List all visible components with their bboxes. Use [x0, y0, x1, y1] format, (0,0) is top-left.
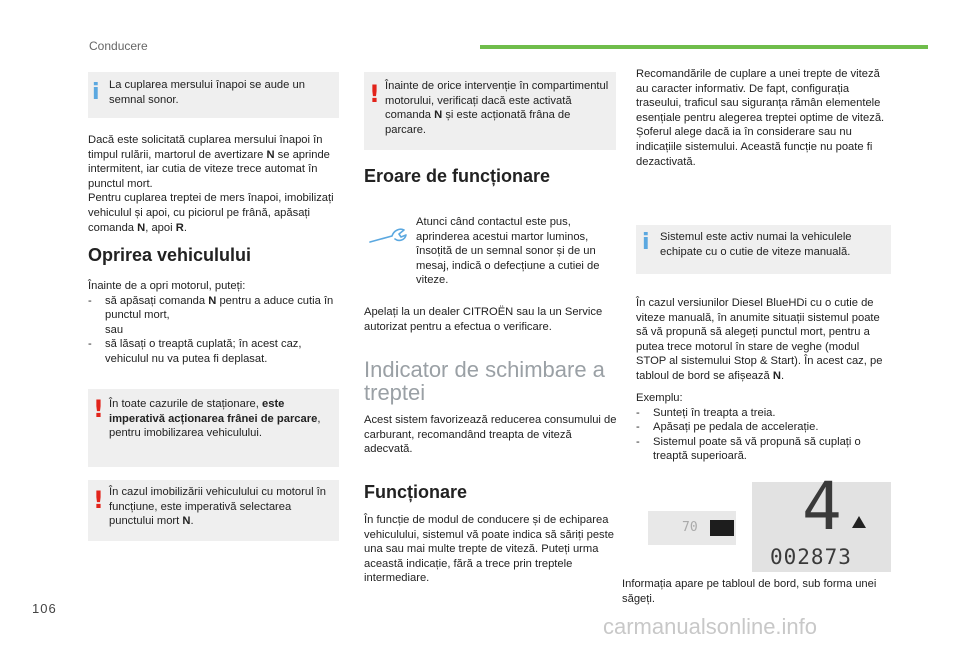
example-list: Exemplu: - Sunteți în treapta a treia. - Apăsați pe pedala de accelerație. - Sistemul poate să vă propună să cuplați o treaptă superioară. — [636, 392, 861, 463]
warning-box-engine: ! Înainte de orice intervenție în compartimentul motorului, verificați dacă este activată comanda N și este acționată frâna de parcare. — [364, 72, 616, 150]
section-title: Conducere — [89, 39, 148, 53]
info-box-manual: i Sistemul este activ numai la vehiculele echipate cu o cutie de viteze manuală. — [636, 225, 891, 274]
info-box-reverse — [88, 72, 339, 118]
heading-malfunction: Eroare de funcționare — [364, 166, 551, 186]
info-icon: i — [92, 80, 100, 105]
recommendation-text: Recomandările de cuplare a unei trepte de viteză au caracter informativ. De fapt, configurația traseului, traficul sau siguranța rămân elementele esențiale pentru alegerea treptei optime de viteză. Șoferul alege dacă ia în considerare sau nu indicațiile sistemului. Această funcție nu poate fi dezactivată. — [636, 68, 885, 168]
gear-number: 4 — [802, 468, 842, 545]
heading-operation: Funcționare — [364, 482, 468, 502]
dashboard-display — [752, 468, 891, 572]
caption-text: Informația apare pe tabloul de bord, sub forma unei săgeți. — [622, 578, 877, 605]
info-text: La cuplarea mersului înapoi se aude un semnal sonor. — [109, 79, 305, 106]
stopping-list: Înainte de a opri motorul, puteți: - să apăsați comanda N pentru a aduce cutia în punctul mort, sau - să lăsați o treaptă cuplată; în acest caz, vehiculul nu va putea fi deplasat. — [88, 280, 334, 365]
heading-stopping: Oprirea vehiculului — [88, 245, 252, 265]
dealer-text: Apelați la un dealer CITROËN sau la un Service autorizat pentru a efectua o verificare. — [364, 306, 603, 333]
display-bar — [710, 520, 734, 536]
heading-gear-indicator: Indicator de schimbare a treptei — [364, 357, 605, 405]
warning-icon: ! — [369, 80, 380, 108]
wrench-icon — [368, 226, 408, 246]
operation-text: În funcție de modul de conducere și de echiparea vehiculului, sistemul vă poate indica să săriți peste una sau mai multe trepte de viteză. Puteți urma această indicație, fără a trece prin treptele intermediare. — [364, 514, 614, 585]
malfunction-text: Atunci când contactul este pus, aprinderea acestui martor luminos, însoțită de un semnal sonor și de un mesaj, indică o defecțiune a cutiei de viteze. — [416, 216, 600, 287]
warning-box-neutral: ! În cazul imobilizării vehiculului cu motorul în funcțiune, este imperativă selectarea punctului mort N. — [88, 480, 339, 541]
diesel-text: În cazul versiunilor Diesel BlueHDi cu o cutie de viteze manuală, în anumite situații sistemul poate să vă propună să alegeți punctul mort, pentru a putea trece motorul în stare de veghe (modul STOP al sistemului Stop & Start). În acest caz, pe tabloul de bord se afișează N. — [636, 297, 883, 382]
warning-icon: ! — [93, 395, 104, 423]
section-accent-bar — [480, 45, 928, 49]
shift-up-arrow-icon — [852, 516, 866, 528]
odometer: 002873 — [770, 545, 852, 569]
reverse-paragraph: Dacă este solicitată cuplarea mersului înapoi în timpul rulării, martorul de avertizare N se aprinde intermitent, iar cutia de viteze trece automat în punctul mort. Pentru cuplarea treptei de mers înapoi, imobilizați vehiculul și apoi, cu piciorul pe frână, apăsați comanda N, apoi R. — [88, 134, 334, 234]
display-small-value: 70 — [682, 520, 698, 535]
dashboard-small-display — [648, 511, 736, 545]
watermark: carmanualsonline.info — [603, 614, 818, 639]
warning-icon: ! — [93, 486, 104, 514]
warning-box-parking: ! În toate cazurile de staționare, este imperativă acționarea frânei de parcare, pentru imobilizarea vehiculului. — [88, 389, 339, 467]
info-icon: i — [642, 230, 650, 255]
system-text: Acest sistem favorizează reducerea consumului de carburant, recomandând treapta de viteză adecvată. — [364, 414, 617, 456]
page-number: 106 — [32, 601, 57, 616]
